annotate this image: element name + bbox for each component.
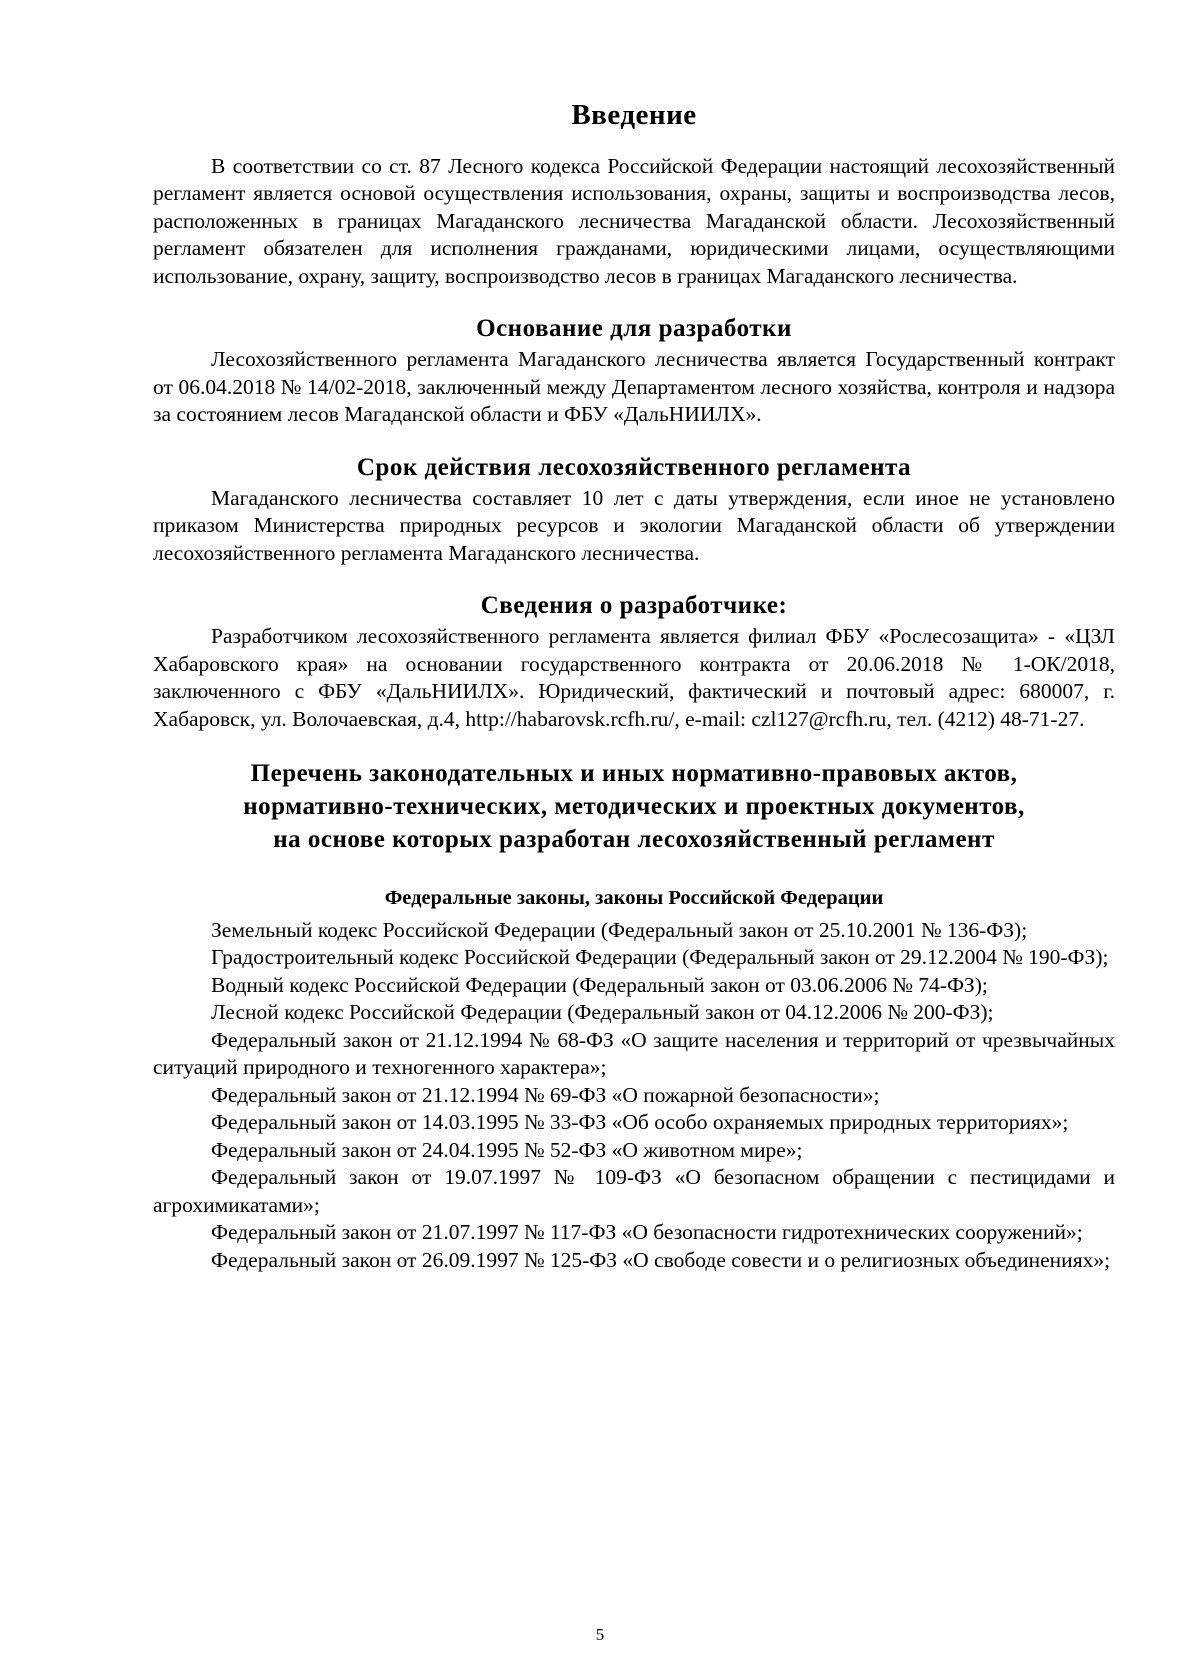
acts-title-line: Перечень законодательных и иных нормативно-правовых актов,: [250, 760, 1018, 788]
acts-list-item: Федеральный закон от 21.12.1994 № 68-ФЗ «О защите населения и территорий от чрезвычайных ситуаций природного и техногенного характера»;: [153, 1027, 1115, 1080]
acts-list-item: Федеральный закон от 14.03.1995 № 33-ФЗ «Об особо охраняемых природных территориях»;: [211, 1110, 1069, 1135]
intro-section: [153, 153, 1115, 291]
acts-list-item: Федеральный закон от 24.04.1995 № 52-ФЗ «О животном мире»;: [211, 1137, 803, 1162]
federal-laws-title: Федеральные законы, законы Российской Федерации: [384, 887, 884, 910]
term-section: [153, 485, 1115, 568]
acts-list-item: Федеральный закон от 21.07.1997 № 117-ФЗ «О безопасности гидротехнических сооружений»;: [211, 1220, 1083, 1245]
acts-list-item: Федеральный закон от 19.07.1997 № 109-ФЗ «О безопасном обращении с пестицидами и агрохимикатами»;: [153, 1165, 1115, 1217]
acts-list-item: Федеральный закон от 26.09.1997 № 125-ФЗ «О свободе совести и о религиозных объединениях»;: [211, 1247, 1111, 1272]
intro-paragraph: В соответствии со ст. 87 Лесного кодекса Российской Федерации настоящий лесохозяйственный регламент является основой осуществления использования, охраны, защиты и воспроизводства лесов, расположенных в границах Магаданского лесничества Магаданской области. Лесохозяйственный регламент обязателен для исполнения гражданами, юридическими лицами, осуществляющими использование, охрану, защиту, воспроизводство лесов в границах Магаданского лесничества.: [153, 153, 1115, 288]
developer-title: Сведения о разработчике:: [480, 592, 788, 620]
basis-paragraph: Лесохозяйственного регламента Магаданского лесничества является Государственный контракт от 06.04.2018 № 14/02-2018, заключенный между Департаментом лесного хозяйства, контроля и надзора за состоянием лесов Магаданской области и ФБУ «ДальНИИЛХ».: [153, 347, 1115, 427]
acts-list-item: Водный кодекс Российской Федерации (Федеральный закон от 03.06.2006 № 74-ФЗ);: [211, 972, 988, 997]
page-number: 5: [595, 1625, 605, 1644]
acts-title: [153, 757, 1115, 856]
page-content: [153, 98, 1115, 1274]
acts-title-line: нормативно-технических, методических и проектных документов,: [243, 793, 1025, 821]
acts-list-item: Земельный кодекс Российской Федерации (Федеральный закон от 25.10.2001 № 136-ФЗ);: [211, 917, 1028, 942]
term-title: Срок действия лесохозяйственного регламента: [356, 453, 912, 481]
acts-title-line: на основе которых разработан лесохозяйственный регламент: [273, 826, 995, 854]
developer-section: [153, 623, 1115, 733]
acts-list-item: Федеральный закон от 21.12.1994 № 69-ФЗ «О пожарной безопасности»;: [211, 1082, 880, 1107]
acts-list-item: Лесной кодекс Российской Федерации (Федеральный закон от 04.12.2006 № 200-ФЗ);: [211, 1000, 994, 1025]
intro-title: Введение: [571, 99, 697, 131]
developer-paragraph: Разработчиком лесохозяйственного регламента является филиал ФБУ «Рослесозащита» - «ЦЗЛ Хабаровского края» на основании государственного контракта от 20.06.2018 № 1-ОК/2018, заключенного с ФБУ «ДальНИИЛХ». Юридический, фактический и почтовый адрес: 680007, г. Хабаровск, ул. Волочаевская, д.4, http://habarovsk.rcfh.ru/, e-mail: czl127@rcfh.ru, тел. (4212) 48-71-27.: [153, 624, 1115, 731]
basis-title: Основание для разработки: [476, 315, 792, 343]
acts-list: [153, 917, 1115, 1275]
basis-section: [153, 346, 1115, 429]
acts-list-item: Градостроительный кодекс Российской Федерации (Федеральный закон от 29.12.2004 № 190-ФЗ);: [211, 945, 1109, 970]
term-paragraph: Магаданского лесничества составляет 10 лет с даты утверждения, если иное не установлено приказом Министерства природных ресурсов и экологии Магаданской области об утверждении лесохозяйственного регламента Магаданского лесничества.: [153, 485, 1115, 565]
